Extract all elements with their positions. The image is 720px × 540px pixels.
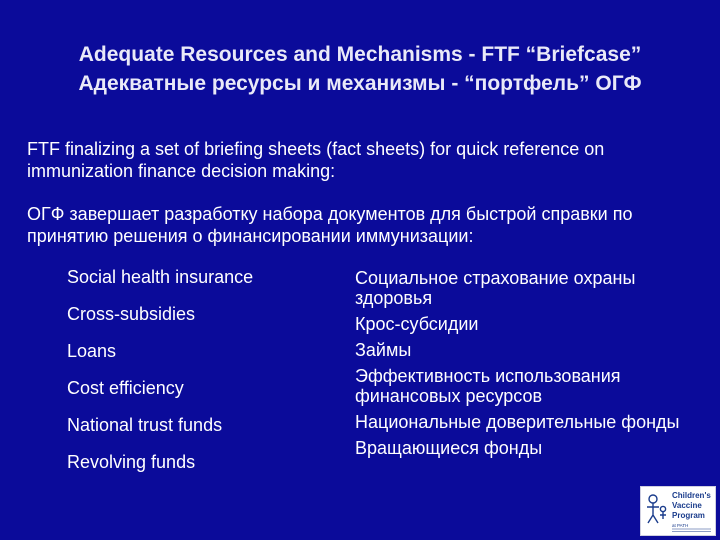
childrens-vaccine-program-logo bbox=[640, 486, 716, 536]
logo-text-line: Vaccine bbox=[672, 501, 702, 510]
list-item: Социальное страхование охраны здоровья bbox=[355, 268, 636, 308]
vaccine-program-logo-icon bbox=[641, 487, 715, 535]
list-item: Эффективность использования финансовых ресурсов bbox=[355, 366, 621, 406]
slide-title-russian: Адекватные ресурсы и механизмы - “портфель” ОГФ bbox=[78, 72, 642, 95]
logo-text-line: Children's bbox=[672, 491, 711, 500]
list-item: Cross-subsidies bbox=[67, 304, 196, 324]
paragraph-english: FTF finalizing a set of briefing sheets (fact sheets) for quick reference on immunization finance decision making: bbox=[27, 139, 605, 181]
logo-text-line: Program bbox=[672, 511, 705, 520]
list-item: Крос-субсидии bbox=[355, 314, 479, 334]
list-item: Loans bbox=[67, 341, 117, 361]
list-item: Social health insurance bbox=[67, 267, 254, 287]
list-item: Revolving funds bbox=[67, 452, 196, 472]
list-item: National trust funds bbox=[67, 415, 223, 435]
list-item: Займы bbox=[355, 340, 412, 360]
mechanisms-list-english bbox=[67, 266, 327, 488]
mechanisms-list-russian bbox=[355, 268, 705, 464]
list-item: Cost efficiency bbox=[67, 378, 184, 398]
list-item: Национальные доверительные фонды bbox=[355, 412, 680, 432]
list-item: Вращающиеся фонды bbox=[355, 438, 543, 458]
slide-title bbox=[0, 40, 720, 98]
logo-fine-print: at PATH bbox=[672, 523, 689, 528]
paragraph-russian: ОГФ завершает разработку набора документов для быстрой справки по принятию решения о финансировании иммунизации: bbox=[27, 204, 633, 246]
slide-title-english: Adequate Resources and Mechanisms - FTF “Briefcase” bbox=[78, 43, 642, 66]
